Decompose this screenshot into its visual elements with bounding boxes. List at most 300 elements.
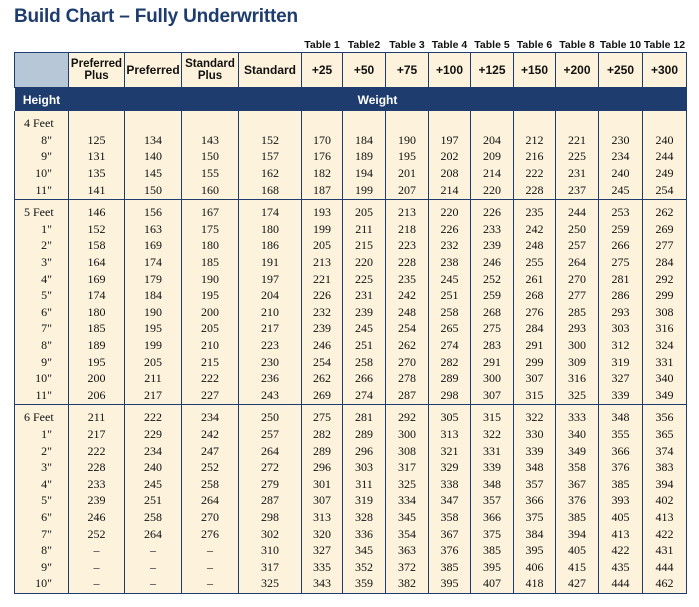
page-title: Build Chart – Fully Underwritten [14, 6, 298, 27]
weight-cell: 230 [599, 132, 643, 149]
height-cell: 7" [15, 525, 69, 542]
weight-cell: 202 [429, 148, 471, 165]
height-cell: 5" [15, 492, 69, 509]
weight-cell: 348 [514, 459, 556, 476]
height-cell: 10" [15, 370, 69, 387]
weight-cell: 226 [429, 221, 471, 238]
weight-cell: 245 [599, 181, 643, 199]
table-row [15, 254, 687, 271]
weight-cell: 199 [125, 337, 182, 354]
weight-cell: 325 [239, 575, 302, 593]
weight-cell: 237 [556, 181, 599, 199]
weight-cell: – [182, 558, 239, 575]
weight-cell: 245 [429, 270, 471, 287]
weight-cell: 340 [556, 426, 599, 443]
weight-cell: 374 [643, 442, 687, 459]
table-label: Table2 [347, 39, 381, 51]
weight-cell: 251 [343, 337, 386, 354]
weight-cell [239, 111, 302, 132]
weight-cell: 367 [556, 475, 599, 492]
corner-cell [15, 53, 69, 88]
weight-cell: 252 [471, 270, 514, 287]
weight-cell: 376 [556, 492, 599, 509]
weight-cell: 316 [643, 320, 687, 337]
table-row [15, 237, 687, 254]
weight-cell: 199 [343, 181, 386, 199]
weight-cell: 365 [643, 426, 687, 443]
weight-cell: 357 [514, 475, 556, 492]
weight-cell: 292 [386, 405, 429, 426]
table-row [15, 525, 687, 542]
weight-cell: 160 [182, 181, 239, 199]
weight-cell [69, 111, 125, 132]
build-chart-table [14, 34, 687, 594]
weight-cell: 233 [69, 475, 125, 492]
weight-cell: 184 [125, 287, 182, 304]
weight-cell: 143 [182, 132, 239, 149]
weight-cell: 213 [302, 254, 343, 271]
weight-cell: 347 [429, 492, 471, 509]
weight-cell: 382 [386, 575, 429, 593]
weight-cell: 258 [429, 304, 471, 321]
weight-cell: 162 [239, 165, 302, 182]
weight-cell: 225 [343, 270, 386, 287]
weight-cell: 272 [239, 459, 302, 476]
weight-cell: 157 [239, 148, 302, 165]
weight-cell: 264 [239, 442, 302, 459]
weight-cell: 156 [125, 199, 182, 220]
weight-cell: 221 [302, 270, 343, 287]
weight-cell: 239 [343, 304, 386, 321]
weight-cell: 385 [556, 509, 599, 526]
weight-cell: 190 [386, 132, 429, 149]
table-label: Table 8 [559, 39, 595, 51]
weight-cell: – [69, 575, 125, 593]
weight-cell: 287 [386, 387, 429, 405]
weight-cell: 223 [386, 237, 429, 254]
weight-cell: 268 [514, 287, 556, 304]
weight-cell: 168 [239, 181, 302, 199]
table-label: Table 10 [599, 39, 642, 51]
weight-cell: 444 [599, 575, 643, 593]
weight-cell: 385 [599, 475, 643, 492]
weight-cell: 372 [386, 558, 429, 575]
weight-cell: 232 [302, 304, 343, 321]
height-cell: 2" [15, 442, 69, 459]
height-cell: 11" [15, 181, 69, 199]
table-label: Table 12 [643, 39, 686, 51]
weight-cell: 313 [302, 509, 343, 526]
weight-cell: 276 [182, 525, 239, 542]
weight-cell: 367 [429, 525, 471, 542]
weight-cell: 363 [386, 542, 429, 559]
weight-cell: 334 [386, 492, 429, 509]
weight-cell: 175 [182, 221, 239, 238]
height-cell: 9" [15, 353, 69, 370]
weight-cell: 281 [343, 405, 386, 426]
weight-cell: 431 [643, 542, 687, 559]
weight-cell: 336 [343, 525, 386, 542]
weight-cell: 205 [302, 237, 343, 254]
weight-cell: 327 [302, 542, 343, 559]
weight-cell: 150 [182, 148, 239, 165]
weight-cell: 312 [599, 337, 643, 354]
weight-cell: 277 [556, 287, 599, 304]
weight-cell: 289 [302, 442, 343, 459]
weight-cell: 406 [514, 558, 556, 575]
weight-cell: 257 [556, 237, 599, 254]
weight-cell: 238 [429, 254, 471, 271]
col-header-plus100: +100 [429, 53, 471, 88]
height-cell: 9" [15, 558, 69, 575]
weight-cell [471, 111, 514, 132]
weight-cell: 174 [125, 254, 182, 271]
weight-cell: 276 [514, 304, 556, 321]
weight-cell: 422 [599, 542, 643, 559]
weight-cell: 339 [514, 442, 556, 459]
weight-cell: 329 [429, 459, 471, 476]
weight-cell: 205 [343, 199, 386, 220]
weight-cell: 279 [239, 475, 302, 492]
weight-cell: 146 [69, 199, 125, 220]
weight-cell: 250 [239, 405, 302, 426]
weight-cell: – [125, 558, 182, 575]
weight-cell: 244 [556, 199, 599, 220]
height-group-4-feet [15, 111, 687, 199]
weight-cell: 325 [556, 387, 599, 405]
col-header-preferred: Preferred [125, 53, 182, 88]
weight-cell: 212 [514, 132, 556, 149]
weight-cell: 349 [556, 442, 599, 459]
weight-cell: 331 [643, 353, 687, 370]
height-cell: 8" [15, 542, 69, 559]
weight-cell: 191 [239, 254, 302, 271]
weight-cell: 300 [386, 426, 429, 443]
weight-cell [556, 111, 599, 132]
weight-cell: 270 [556, 270, 599, 287]
weight-cell: 217 [69, 426, 125, 443]
weight-cell: 259 [471, 287, 514, 304]
weight-cell: 320 [302, 525, 343, 542]
weight-cell: 330 [514, 426, 556, 443]
weight-cell [599, 111, 643, 132]
weight-cell: 275 [599, 254, 643, 271]
height-cell: 2" [15, 237, 69, 254]
table-label: Table 5 [474, 39, 510, 51]
weight-cell: 264 [556, 254, 599, 271]
table-label: Table 1 [304, 39, 340, 51]
table-row [15, 442, 687, 459]
weight-cell: 155 [182, 165, 239, 182]
weight-cell: 264 [125, 525, 182, 542]
weight-cell: 254 [302, 353, 343, 370]
weight-cell: 317 [386, 459, 429, 476]
weight-cell: 375 [471, 525, 514, 542]
weight-cell: 282 [302, 426, 343, 443]
weight-cell: 309 [556, 353, 599, 370]
weight-cell: 339 [599, 387, 643, 405]
weight-cell: 333 [556, 405, 599, 426]
weight-cell: 193 [302, 199, 343, 220]
weight-cell: 170 [302, 132, 343, 149]
weight-band-label: Weight [69, 88, 687, 112]
height-group-5-feet [15, 199, 687, 404]
weight-cell: 231 [556, 165, 599, 182]
col-header-plus25: +25 [302, 53, 343, 88]
weight-cell: 462 [643, 575, 687, 593]
weight-cell: 245 [125, 475, 182, 492]
weight-cell: 270 [386, 353, 429, 370]
weight-cell: 355 [599, 426, 643, 443]
weight-cell: 302 [239, 525, 302, 542]
table-label: Table 6 [516, 39, 553, 51]
weight-cell: 176 [302, 148, 343, 165]
weight-cell: 358 [429, 509, 471, 526]
weight-cell: 327 [599, 370, 643, 387]
weight-cell: 310 [239, 542, 302, 559]
col-header-standard: Standard [239, 53, 302, 88]
weight-cell: 221 [556, 132, 599, 149]
weight-cell: 262 [386, 337, 429, 354]
weight-cell: 125 [69, 132, 125, 149]
weight-cell: 319 [599, 353, 643, 370]
height-cell: 1" [15, 426, 69, 443]
weight-cell: 245 [343, 320, 386, 337]
weight-cell: 359 [343, 575, 386, 593]
weight-cell: 308 [386, 442, 429, 459]
weight-cell: 231 [343, 287, 386, 304]
weight-cell: 325 [386, 475, 429, 492]
weight-cell: 335 [302, 558, 343, 575]
weight-cell: 349 [643, 387, 687, 405]
weight-cell: 265 [429, 320, 471, 337]
weight-cell: 158 [69, 237, 125, 254]
weight-cell: 210 [182, 337, 239, 354]
height-cell: 4" [15, 475, 69, 492]
weight-cell [343, 111, 386, 132]
weight-cell: 240 [125, 459, 182, 476]
weight-cell: 141 [69, 181, 125, 199]
table-row [15, 287, 687, 304]
weight-cell: 262 [643, 199, 687, 220]
weight-cell: 195 [182, 287, 239, 304]
weight-cell: 236 [239, 370, 302, 387]
weight-cell: 250 [556, 221, 599, 238]
weight-cell: 208 [429, 165, 471, 182]
weight-cell: 200 [182, 304, 239, 321]
weight-cell: 415 [556, 558, 599, 575]
weight-cell: 248 [514, 237, 556, 254]
weight-cell: 435 [599, 558, 643, 575]
table-row [15, 111, 687, 132]
table-row [15, 542, 687, 559]
table-row [15, 165, 687, 182]
weight-cell: 298 [429, 387, 471, 405]
weight-cell: 229 [125, 426, 182, 443]
weight-cell: 258 [343, 353, 386, 370]
table-label-row [15, 34, 687, 53]
weight-cell: 311 [343, 475, 386, 492]
weight-cell: 259 [599, 221, 643, 238]
weight-cell: 340 [643, 370, 687, 387]
height-group-6-feet [15, 405, 687, 594]
weight-cell: 240 [643, 132, 687, 149]
weight-cell: 268 [471, 304, 514, 321]
weight-cell: 217 [125, 387, 182, 405]
column-header-row [15, 53, 687, 88]
weight-cell: 248 [386, 304, 429, 321]
weight-cell: 305 [429, 405, 471, 426]
weight-cell: 186 [239, 237, 302, 254]
weight-cell: 266 [343, 370, 386, 387]
weight-cell: 427 [556, 575, 599, 593]
weight-cell: 315 [514, 387, 556, 405]
weight-cell: 366 [514, 492, 556, 509]
weight-cell: 169 [125, 237, 182, 254]
weight-cell: 269 [302, 387, 343, 405]
weight-cell: 266 [599, 237, 643, 254]
table-row [15, 492, 687, 509]
weight-cell: 184 [343, 132, 386, 149]
table-row [15, 353, 687, 370]
weight-cell: 395 [471, 558, 514, 575]
weight-cell: 395 [514, 542, 556, 559]
weight-cell [125, 111, 182, 132]
weight-cell: 338 [429, 475, 471, 492]
weight-cell: 284 [514, 320, 556, 337]
col-header-plus125: +125 [471, 53, 514, 88]
weight-cell: 218 [386, 221, 429, 238]
weight-cell: 234 [125, 442, 182, 459]
weight-cell: 253 [599, 199, 643, 220]
weight-cell: 217 [239, 320, 302, 337]
height-cell: 1" [15, 221, 69, 238]
height-cell: 11" [15, 387, 69, 405]
weight-cell: 200 [69, 370, 125, 387]
weight-cell [302, 111, 343, 132]
weight-cell: 270 [182, 509, 239, 526]
weight-cell: 444 [643, 558, 687, 575]
weight-cell: 228 [386, 254, 429, 271]
weight-cell: 275 [302, 405, 343, 426]
weight-cell: 313 [429, 426, 471, 443]
weight-cell: 413 [599, 525, 643, 542]
table-row [15, 270, 687, 287]
table-row [15, 426, 687, 443]
weight-cell: 292 [643, 270, 687, 287]
weight-cell: – [69, 558, 125, 575]
weight-cell: 234 [599, 148, 643, 165]
weight-cell: 402 [643, 492, 687, 509]
weight-cell: 226 [471, 199, 514, 220]
weight-cell: 206 [69, 387, 125, 405]
height-cell: 5 Feet [15, 199, 69, 220]
weight-cell: 210 [239, 304, 302, 321]
weight-cell: 376 [429, 542, 471, 559]
weight-cell [514, 111, 556, 132]
weight-cell: 189 [69, 337, 125, 354]
weight-cell: 204 [471, 132, 514, 149]
table-label: Table 4 [431, 39, 468, 51]
weight-cell: 407 [471, 575, 514, 593]
weight-cell: 287 [239, 492, 302, 509]
weight-cell: 264 [182, 492, 239, 509]
weight-cell: 233 [471, 221, 514, 238]
weight-cell: 247 [182, 442, 239, 459]
weight-cell: – [125, 542, 182, 559]
table-row [15, 181, 687, 199]
weight-cell: 190 [182, 270, 239, 287]
weight-cell: 211 [125, 370, 182, 387]
weight-cell: 348 [599, 405, 643, 426]
weight-cell: 405 [556, 542, 599, 559]
col-header-plus300: +300 [643, 53, 687, 88]
weight-cell: 274 [343, 387, 386, 405]
table-row [15, 337, 687, 354]
weight-cell: 145 [125, 165, 182, 182]
weight-cell: 228 [514, 181, 556, 199]
weight-cell: 239 [69, 492, 125, 509]
weight-cell: 303 [343, 459, 386, 476]
weight-cell: 189 [343, 148, 386, 165]
weight-cell: 235 [386, 270, 429, 287]
weight-cell: 185 [69, 320, 125, 337]
weight-cell: 354 [386, 525, 429, 542]
weight-cell: 205 [182, 320, 239, 337]
weight-cell [429, 111, 471, 132]
weight-cell: 269 [643, 221, 687, 238]
weight-cell: 216 [514, 148, 556, 165]
weight-cell: 150 [125, 181, 182, 199]
weight-cell: 339 [471, 459, 514, 476]
weight-cell: 234 [182, 405, 239, 426]
weight-cell: 187 [302, 181, 343, 199]
weight-cell: 195 [125, 320, 182, 337]
weight-cell: 277 [643, 237, 687, 254]
weight-cell: 209 [471, 148, 514, 165]
weight-cell: 249 [643, 165, 687, 182]
col-header-plus150: +150 [514, 53, 556, 88]
weight-cell: 180 [239, 221, 302, 238]
weight-cell: 134 [125, 132, 182, 149]
height-cell: 7" [15, 320, 69, 337]
weight-cell: 299 [514, 353, 556, 370]
weight-cell: 328 [343, 509, 386, 526]
weight-cell: 213 [386, 199, 429, 220]
weight-cell: 385 [429, 558, 471, 575]
table-row [15, 148, 687, 165]
weight-cell: 393 [599, 492, 643, 509]
weight-cell: 331 [471, 442, 514, 459]
weight-cell: 348 [471, 475, 514, 492]
table-label: Table 3 [389, 39, 425, 51]
weight-cell: 205 [125, 353, 182, 370]
col-header-plus250: +250 [599, 53, 643, 88]
height-band-label: Height [15, 88, 69, 112]
weight-cell: 201 [386, 165, 429, 182]
weight-cell: 395 [429, 575, 471, 593]
weight-cell: 227 [182, 387, 239, 405]
weight-cell: 135 [69, 165, 125, 182]
weight-cell: 315 [471, 405, 514, 426]
weight-cell: 251 [125, 492, 182, 509]
weight-cell: 284 [643, 254, 687, 271]
weight-cell: 383 [643, 459, 687, 476]
weight-cell: 322 [471, 426, 514, 443]
weight-cell: 215 [343, 237, 386, 254]
weight-cell: – [182, 575, 239, 593]
weight-cell: 281 [599, 270, 643, 287]
